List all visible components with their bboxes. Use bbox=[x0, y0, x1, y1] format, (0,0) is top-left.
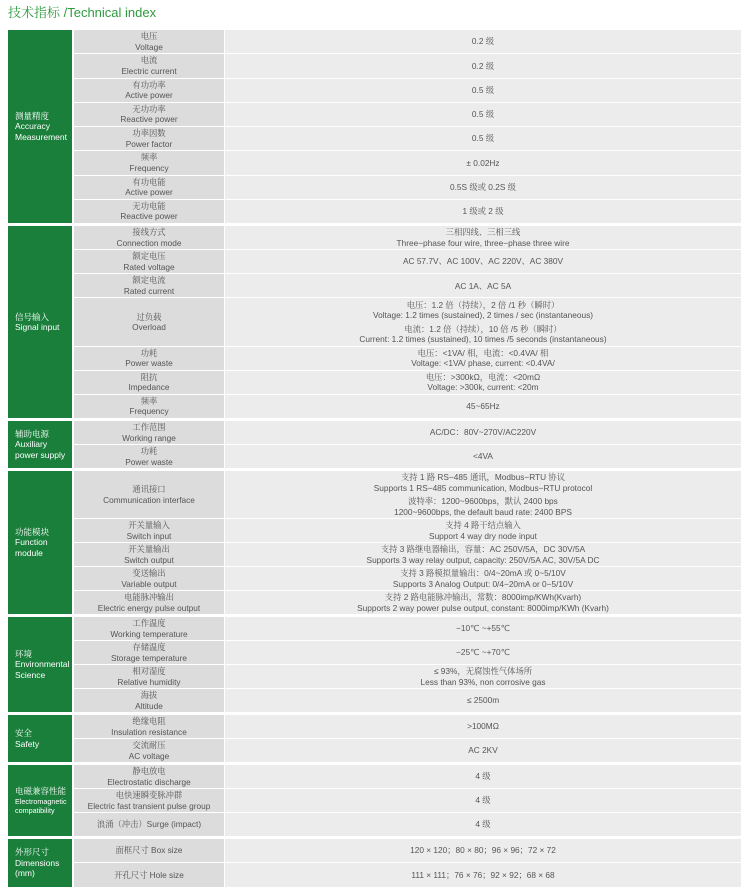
table-row bbox=[74, 789, 741, 812]
parameter-value: 111 × 111；76 × 76；92 × 92；68 × 68 bbox=[225, 863, 741, 887]
parameter-value: 电压：<1VA/ 相，电流：<0.4VA/ 相 Voltage: <1VA/ phase, current: <0.4VA/ bbox=[225, 347, 741, 370]
category-label: 安全 Safety bbox=[8, 715, 72, 762]
parameter-name: 海拔 Altitude bbox=[74, 689, 224, 712]
table-row bbox=[74, 298, 741, 345]
spec-section bbox=[8, 839, 741, 887]
parameter-value: 三相四线、三相三线 Three−phase four wire, three−phase three wire bbox=[225, 226, 741, 249]
parameter-value: AC 57.7V、AC 100V、AC 220V、AC 380V bbox=[225, 250, 741, 273]
parameter-name: 通讯接口 Communication interface bbox=[74, 471, 224, 518]
parameter-value: >100MΩ bbox=[225, 715, 741, 738]
category-label: 电磁兼容性能 Electromagnetic compatibility bbox=[8, 765, 72, 836]
parameter-value: ≤ 93%，无腐蚀性气体场所 Less than 93%, non corrosive gas bbox=[225, 665, 741, 688]
table-row bbox=[74, 519, 741, 542]
parameter-name: 工作温度 Working temperature bbox=[74, 617, 224, 640]
parameter-name: 绝缘电阻 Insulation resistance bbox=[74, 715, 224, 738]
table-row bbox=[74, 226, 741, 249]
parameter-value: −25℃ ~+70℃ bbox=[225, 641, 741, 664]
table-row bbox=[74, 127, 741, 150]
parameter-value: 0.5 级 bbox=[225, 127, 741, 150]
table-row bbox=[74, 421, 741, 444]
parameter-name: 交流耐压 AC voltage bbox=[74, 739, 224, 762]
parameter-value: 电压：>300kΩ，电流：<20mΩ Voltage: >300k, current: <20m bbox=[225, 371, 741, 394]
table-row bbox=[74, 813, 741, 836]
parameter-value: 电压：1.2 倍（持续），2 倍 /1 秒（瞬时） Voltage: 1.2 times (sustained), 2 times / sec (instantaneous) 电流：1.2 倍（持续），10 倍 /5 秒（瞬时） Current: 1.2 times (sustained), 10 times /5 seconds (instantaneous) bbox=[225, 298, 741, 345]
table-row bbox=[74, 641, 741, 664]
table-row bbox=[74, 617, 741, 640]
parameter-name: 功耗 Power waste bbox=[74, 347, 224, 370]
parameter-value: AC 2KV bbox=[225, 739, 741, 762]
parameter-value: 1 级或 2 级 bbox=[225, 200, 741, 223]
parameter-name: 频率 Frequency bbox=[74, 151, 224, 174]
parameter-name: 变送输出 Variable output bbox=[74, 567, 224, 590]
table-row bbox=[74, 689, 741, 712]
category-label: 功能模块 Function module bbox=[8, 471, 72, 614]
spec-section bbox=[8, 226, 741, 418]
table-row bbox=[74, 839, 741, 862]
table-row bbox=[74, 567, 741, 590]
parameter-name: 功率因数 Power factor bbox=[74, 127, 224, 150]
spec-section bbox=[8, 421, 741, 468]
parameter-name: 有功电能 Active power bbox=[74, 176, 224, 199]
parameter-value: 4 级 bbox=[225, 765, 741, 788]
parameter-name: 阻抗 Impedance bbox=[74, 371, 224, 394]
table-row bbox=[74, 30, 741, 53]
table-row bbox=[74, 54, 741, 77]
table-row bbox=[74, 471, 741, 518]
table-row bbox=[74, 250, 741, 273]
parameter-value: 4 级 bbox=[225, 813, 741, 836]
parameter-name: 电压 Voltage bbox=[74, 30, 224, 53]
parameter-name: 功耗 Power waste bbox=[74, 445, 224, 468]
parameter-value: 0.2 级 bbox=[225, 30, 741, 53]
parameter-name: 浪涌（冲击）Surge (impact) bbox=[74, 813, 224, 836]
parameter-name: 开关量输入 Switch input bbox=[74, 519, 224, 542]
table-row bbox=[74, 715, 741, 738]
parameter-name: 存储温度 Storage temperature bbox=[74, 641, 224, 664]
spec-section bbox=[8, 30, 741, 223]
table-row bbox=[74, 176, 741, 199]
page-title: 技术指标 /Technical index bbox=[8, 5, 157, 20]
category-label: 外形尺寸 Dimensions (mm) bbox=[8, 839, 72, 887]
table-row bbox=[74, 371, 741, 394]
spec-section bbox=[8, 715, 741, 762]
spec-section bbox=[8, 617, 741, 712]
category-label: 辅助电源 Auxiliary power supply bbox=[8, 421, 72, 468]
parameter-value: 0.2 级 bbox=[225, 54, 741, 77]
parameter-value: ± 0.02Hz bbox=[225, 151, 741, 174]
spec-table bbox=[8, 30, 741, 887]
parameter-value: 0.5S 级或 0.2S 级 bbox=[225, 176, 741, 199]
category-label: 信号输入 Signal input bbox=[8, 226, 72, 418]
parameter-value: 120 × 120；80 × 80；96 × 96；72 × 72 bbox=[225, 839, 741, 862]
table-row bbox=[74, 863, 741, 887]
parameter-value: 支持 3 路继电器输出，容量：AC 250V/5A，DC 30V/5A Supports 3 way relay output, capacity: 250V/5A AC, 30V/5A DC bbox=[225, 543, 741, 566]
category-label: 测量精度 Accuracy Measurement bbox=[8, 30, 72, 223]
table-row bbox=[74, 445, 741, 468]
parameter-name: 无功电能 Reactive power bbox=[74, 200, 224, 223]
parameter-value: <4VA bbox=[225, 445, 741, 468]
spec-section bbox=[8, 765, 741, 836]
parameter-value: AC/DC：80V~270V/AC220V bbox=[225, 421, 741, 444]
table-row bbox=[74, 543, 741, 566]
parameter-name: 电流 Electric current bbox=[74, 54, 224, 77]
parameter-name: 电能脉冲输出 Electric energy pulse output bbox=[74, 591, 224, 614]
parameter-name: 无功功率 Reactive power bbox=[74, 103, 224, 126]
table-row bbox=[74, 347, 741, 370]
parameter-name: 开关量输出 Switch output bbox=[74, 543, 224, 566]
parameter-value: 支持 2 路电能脉冲输出，常数：8000imp/KWh(Kvarh) Supports 2 way power pulse output, constant: 8000imp/KWh (Kvarh) bbox=[225, 591, 741, 614]
parameter-name: 面框尺寸 Box size bbox=[74, 839, 224, 862]
parameter-name: 相对湿度 Relative humidity bbox=[74, 665, 224, 688]
table-row bbox=[74, 395, 741, 418]
spec-section bbox=[8, 471, 741, 614]
parameter-value: 4 级 bbox=[225, 789, 741, 812]
parameter-name: 工作范围 Working range bbox=[74, 421, 224, 444]
parameter-value: −10℃ ~+55℃ bbox=[225, 617, 741, 640]
parameter-name: 额定电流 Rated current bbox=[74, 274, 224, 297]
table-row bbox=[74, 274, 741, 297]
parameter-name: 额定电压 Rated voltage bbox=[74, 250, 224, 273]
parameter-value: 0.5 级 bbox=[225, 79, 741, 102]
parameter-value: 45~65Hz bbox=[225, 395, 741, 418]
parameter-value: 0.5 级 bbox=[225, 103, 741, 126]
table-row bbox=[74, 200, 741, 223]
table-row bbox=[74, 103, 741, 126]
category-label: 环境 Environmental Science bbox=[8, 617, 72, 712]
parameter-name: 频率 Frequency bbox=[74, 395, 224, 418]
table-row bbox=[74, 765, 741, 788]
parameter-name: 有功功率 Active power bbox=[74, 79, 224, 102]
table-row bbox=[74, 591, 741, 614]
table-row bbox=[74, 739, 741, 762]
table-row bbox=[74, 79, 741, 102]
table-row bbox=[74, 665, 741, 688]
parameter-name: 静电放电 Electrostatic discharge bbox=[74, 765, 224, 788]
parameter-value: ≤ 2500m bbox=[225, 689, 741, 712]
parameter-value: AC 1A、AC 5A bbox=[225, 274, 741, 297]
parameter-value: 支持 1 路 RS−485 通讯，Modbus−RTU 协议 Supports 1 RS−485 communication, Modbus−RTU protocol 波特率：1200~9600bps，默认 2400 bps 1200~9600bps, the default baud rate: 2400 BPS bbox=[225, 471, 741, 518]
parameter-name: 开孔尺寸 Hole size bbox=[74, 863, 224, 887]
parameter-name: 电快速瞬变脉冲群 Electric fast transient pulse group bbox=[74, 789, 224, 812]
parameter-name: 过负载 Overload bbox=[74, 298, 224, 345]
table-row bbox=[74, 151, 741, 174]
parameter-value: 支持 3 路模拟量输出：0/4~20mA 或 0~5/10V Supports 3 Analog Output: 0/4−20mA or 0−5/10V bbox=[225, 567, 741, 590]
parameter-name: 接线方式 Connection mode bbox=[74, 226, 224, 249]
parameter-value: 支持 4 路干结点输入 Support 4 way dry node input bbox=[225, 519, 741, 542]
